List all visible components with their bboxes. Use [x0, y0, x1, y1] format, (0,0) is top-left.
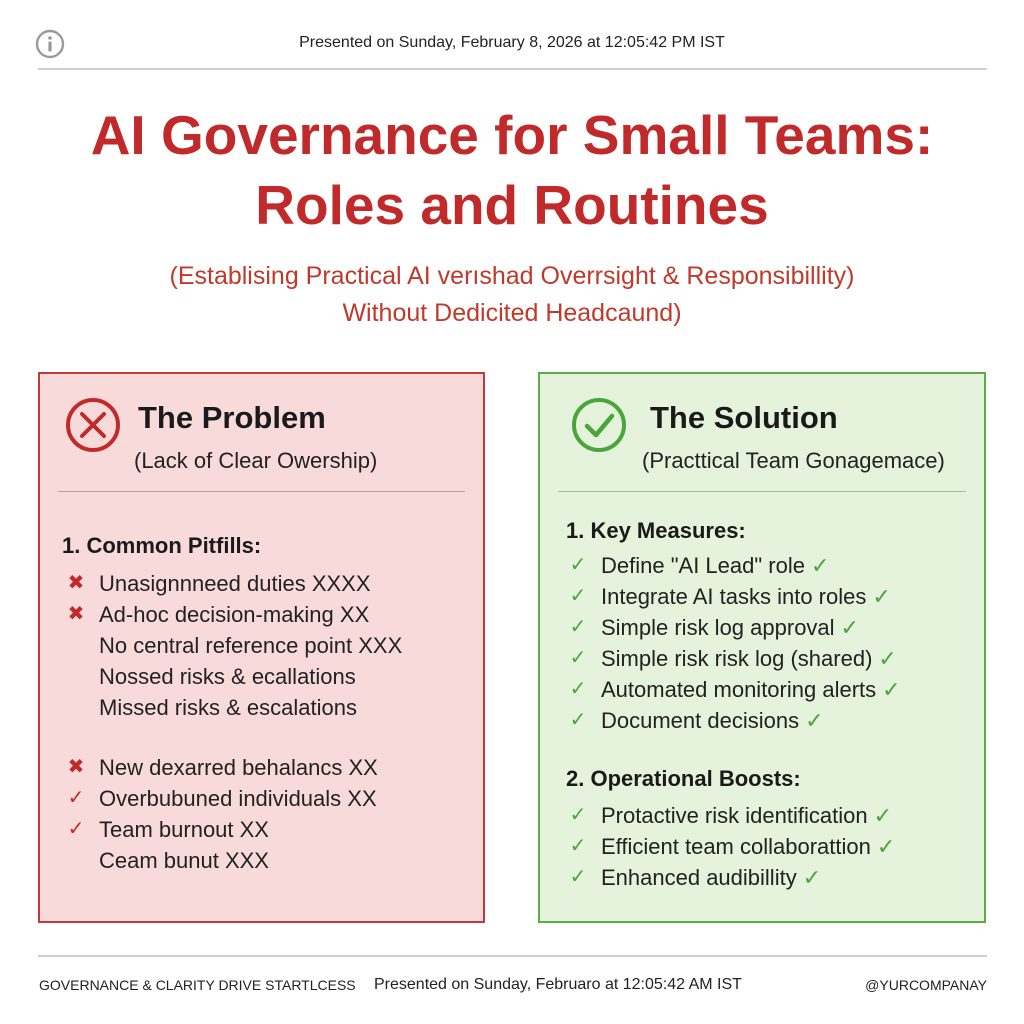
key-measures-list — [566, 550, 901, 736]
check-mark-icon: ✓ — [67, 787, 85, 809]
boost-item — [566, 862, 895, 893]
trailing-check-icon: ✓ — [802, 865, 822, 890]
cross-mark-icon: ✖ — [67, 572, 85, 594]
measure-item-text: Simple risk risk log (shared) — [601, 646, 873, 671]
problem-title: The Problem — [138, 400, 326, 435]
page-title — [0, 100, 1024, 240]
measure-item — [566, 643, 901, 674]
measure-item — [566, 705, 901, 736]
boost-item-text: Enhanced audibillity — [601, 865, 797, 890]
pitfalls-list-1 — [64, 568, 402, 723]
measure-item — [566, 581, 901, 612]
presentation-date: Presented on Sunday, February 8, 2026 at 12:05:42 PM IST — [299, 34, 725, 51]
pitfalls-list-2 — [64, 752, 378, 876]
measure-item — [566, 550, 901, 581]
measure-item-text: Automated monitoring alerts — [601, 677, 877, 702]
measure-item-text: Document decisions — [601, 708, 800, 733]
solution-panel — [538, 372, 986, 923]
pitfalls-heading: 1. Common Pitfills: — [62, 533, 262, 558]
measure-item-text: Simple risk log approval — [601, 615, 835, 640]
check-mark-icon: ✓ — [569, 709, 587, 731]
measure-item-text: Define "AI Lead" role — [601, 553, 805, 578]
boost-item — [566, 800, 895, 831]
solution-subtitle: (Practtical Team Gonagemace) — [642, 448, 945, 473]
pitfall-text: Ceam bunut XXX — [99, 848, 269, 873]
problem-panel — [38, 372, 485, 923]
trailing-check-icon: ✓ — [873, 803, 892, 828]
title-line-2: Roles and Routines — [255, 174, 769, 236]
pitfall-text: Team burnout XX — [99, 817, 269, 842]
check-mark-icon: ✓ — [569, 647, 587, 669]
check-mark-icon: ✓ — [569, 554, 587, 576]
cross-mark-icon: ✖ — [67, 756, 85, 778]
pitfall-text: Ad-hoc decision-making XX — [99, 602, 370, 627]
pitfall-text: Unasignnneed duties XXXX — [99, 571, 371, 596]
check-mark-icon: ✓ — [569, 866, 587, 888]
check-mark-icon: ✓ — [569, 835, 587, 857]
cross-mark-icon: ✖ — [67, 603, 85, 625]
subtitle-line-2: Without Dedicited Headcaund) — [342, 299, 682, 327]
boost-item — [566, 831, 895, 862]
page-subtitle — [0, 258, 1024, 332]
pitfall-item — [64, 845, 378, 876]
title-line-1: AI Governance for Small Teams: — [90, 104, 934, 166]
pitfall-item — [64, 692, 402, 723]
trailing-check-icon: ✓ — [805, 708, 824, 733]
measure-item — [566, 612, 901, 643]
trailing-check-icon: ✓ — [840, 615, 859, 640]
trailing-check-icon: ✓ — [878, 646, 897, 671]
pitfall-text: No central reference point XXX — [99, 633, 403, 658]
pitfall-item — [64, 568, 402, 599]
measure-item — [566, 674, 901, 705]
subtitle-line-1: (Establising Practical AI verıshad Overrsight & Responsibillity) — [169, 262, 855, 290]
check-circle-icon — [570, 396, 628, 454]
check-mark-icon: ✓ — [569, 616, 587, 638]
header-divider — [38, 68, 987, 70]
operational-boosts-list — [566, 800, 895, 893]
footer-divider — [38, 955, 987, 957]
footer-handle: @YURCOMPANAY — [865, 977, 987, 993]
pitfall-item — [64, 661, 402, 692]
pitfall-item — [64, 752, 378, 783]
pitfall-text: Nossed risks & ecallations — [99, 664, 356, 689]
solution-title: The Solution — [650, 400, 838, 435]
footer-tagline: GOVERNANCE & CLARITY DRIVE STARTLCESS — [39, 977, 356, 993]
operational-boosts-heading: 2. Operational Boosts: — [566, 766, 801, 791]
cross-circle-icon — [64, 396, 122, 454]
pitfall-text: New dexarred behalancs XX — [99, 755, 378, 780]
key-measures-heading: 1. Key Measures: — [566, 518, 746, 543]
check-mark-icon: ✓ — [569, 678, 587, 700]
trailing-check-icon: ✓ — [882, 677, 901, 702]
footer-date: Presented on Sunday, Februaro at 12:05:42 AM IST — [374, 976, 742, 993]
boost-item-text: Efficient team collaborattion — [601, 834, 871, 859]
boost-item-text: Protactive risk identification — [601, 803, 868, 828]
check-mark-icon: ✓ — [67, 818, 85, 840]
problem-divider — [58, 491, 465, 492]
check-mark-icon: ✓ — [569, 804, 587, 826]
pitfall-item — [64, 783, 378, 814]
pitfall-text: Overbubuned individuals XX — [99, 786, 377, 811]
trailing-check-icon: ✓ — [876, 834, 896, 859]
trailing-check-icon: ✓ — [810, 553, 830, 578]
pitfall-text: Missed risks & escalations — [99, 695, 357, 720]
pitfall-item — [64, 630, 402, 661]
trailing-check-icon: ✓ — [872, 584, 891, 609]
check-mark-icon: ✓ — [569, 585, 587, 607]
problem-subtitle: (Lack of Clear Owership) — [134, 448, 378, 473]
solution-divider — [558, 491, 966, 492]
pitfall-item — [64, 814, 378, 845]
pitfall-item — [64, 599, 402, 630]
measure-item-text: Integrate AI tasks into roles — [601, 584, 867, 609]
